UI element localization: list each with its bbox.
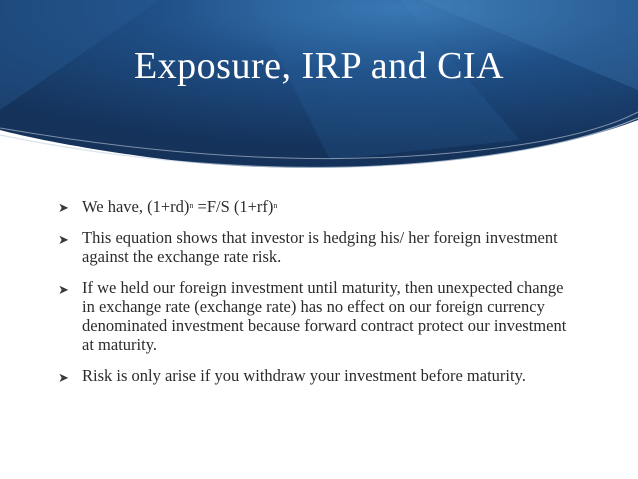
superscript-n: n (189, 201, 194, 210)
bullet-item (58, 228, 578, 266)
bullet-list (58, 196, 578, 397)
bullet-text: We have, (1+rd) (82, 197, 190, 216)
bullet-text: If we held our foreign investment until maturity, then unexpected change in exchange rate (exchange rate) has no effect on our foreign currency denominated investment because forward contract protect our investment at maturity. (82, 278, 567, 354)
slide-title: Exposure, IRP and CIA (133, 45, 505, 87)
bullet-item (58, 278, 578, 354)
arrow-bullet-icon: ➤ (58, 282, 69, 297)
arrow-bullet-icon: ➤ (58, 370, 69, 385)
bullet-text: Risk is only arise if you withdraw your investment before maturity. (82, 366, 526, 385)
superscript-n: n (273, 201, 278, 210)
bullet-item (58, 196, 578, 216)
arrow-bullet-icon: ➤ (58, 200, 69, 215)
arrow-bullet-icon: ➤ (58, 232, 69, 247)
bullet-text: This equation shows that investor is hedging his/ her foreign investment against the exchange rate risk. (82, 228, 558, 266)
bullet-item (58, 366, 578, 385)
bullet-text: =F/S (1+rf) (193, 197, 274, 216)
